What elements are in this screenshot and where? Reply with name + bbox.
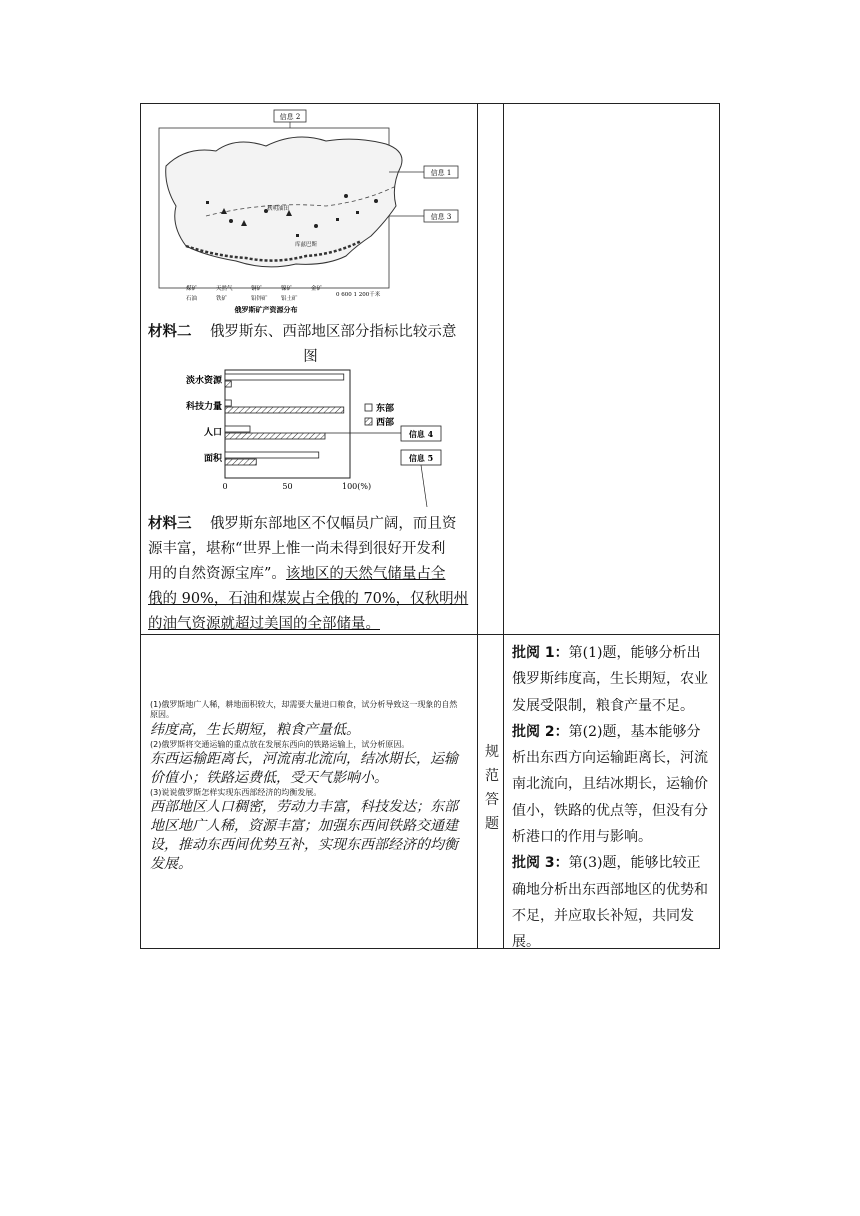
info4-label: 信息 4 xyxy=(408,429,434,439)
svg-text:金矿: 金矿 xyxy=(311,286,323,292)
question-3: (3)说说俄罗斯怎样实现东西部经济的均衡发展。 xyxy=(150,788,322,797)
material2-title-cont: 图 xyxy=(303,349,318,365)
info5-label: 信息 5 xyxy=(408,453,434,463)
review-3: 批阅 3：第(3)题，能够比较正确地分析出东西部地区的优势和不足，并应取长补短，共同发展。 xyxy=(512,855,708,951)
category-label: 人口 xyxy=(203,428,222,438)
map-legend xyxy=(186,284,381,302)
material2-title xyxy=(148,320,473,345)
svg-text:天然气: 天然气 xyxy=(216,286,233,292)
legend-east-swatch xyxy=(365,404,372,411)
bar-east xyxy=(225,400,231,406)
answer-2: 东西运输距离长，河流南北流向，结冰期长，运输价值小；铁路运费低，受天气影响小。 xyxy=(150,751,458,786)
x-tick-label: 100(%) xyxy=(342,482,372,491)
svg-text:铝土矿: 铝土矿 xyxy=(281,296,298,302)
legend-west-swatch xyxy=(365,418,372,425)
material2-title-text: 俄罗斯东、西部地区部分指标比较示意 xyxy=(209,324,457,340)
east-west-comparison-chart xyxy=(165,362,465,512)
x-tick-label: 50 xyxy=(282,482,293,491)
svg-text:铅锌矿: 铅锌矿 xyxy=(251,296,268,302)
bar-east xyxy=(225,426,250,432)
info2-label: 信息 2 xyxy=(279,113,301,121)
bar-east xyxy=(225,452,319,458)
material3-text xyxy=(148,512,476,637)
bar-west xyxy=(225,381,231,387)
info5-leader xyxy=(421,465,427,507)
category-label: 科技力量 xyxy=(185,402,222,412)
svg-text:煤矿: 煤矿 xyxy=(186,286,198,292)
handwritten-answer xyxy=(150,700,460,880)
material3-line: 用的自然资源宝库”。 xyxy=(148,566,286,582)
bar-east xyxy=(225,374,344,380)
material3-line: 俄罗斯东部地区不仅幅员广阔，而且资 xyxy=(209,516,457,532)
map-caption: 俄罗斯矿产资源分布 xyxy=(234,305,298,314)
question-2: (2)俄罗斯将交通运输的重点放在发展东西向的铁路运输上，试分析原因。 xyxy=(150,740,410,749)
svg-text:铜矿: 铜矿 xyxy=(251,286,263,292)
bar-west xyxy=(225,459,256,465)
place-label: 库兹巴斯 xyxy=(294,242,318,248)
russia-mineral-map xyxy=(146,106,471,316)
material2-tag: 材料二 xyxy=(148,324,192,340)
info1-label: 信息 1 xyxy=(430,169,452,177)
answer-1: 纬度高，生长期短，粮食产量低。 xyxy=(150,722,360,738)
bar-west xyxy=(225,407,344,413)
material3-tag: 材料三 xyxy=(148,516,192,532)
svg-text:镍矿: 镍矿 xyxy=(281,286,293,292)
answer-3: 西部地区人口稠密，劳动力丰富，科技发达；东部地区地广人稀，资源丰富；加强东西间铁路交通建设，推动东西间优势互补，实现东西部经济的均衡发展。 xyxy=(150,799,458,872)
label-column: 规 范 答 题 xyxy=(485,744,499,832)
place-label: 秋明油田 xyxy=(266,206,290,212)
category-label: 面积 xyxy=(203,454,222,464)
material3-underlined: 俄的 90%，石油和煤炭占全俄的 70%，仅秋明州 xyxy=(148,591,469,607)
legend-west: 西部 xyxy=(376,418,395,428)
info3-label: 信息 3 xyxy=(430,213,452,221)
review-1: 批阅 1：第(1)题，能够分析出俄罗斯纬度高，生长期短，农业发展受限制，粮食产量不足。 xyxy=(512,645,708,714)
category-label: 淡水资源 xyxy=(185,376,222,386)
material3-underlined: 的油气资源就超过美国的全部储量。 xyxy=(148,616,380,632)
bar-west xyxy=(225,433,325,439)
review-2: 批阅 2：第(2)题，基本能够分析出东西方向运输距离长，河流南北流向，且结冰期长，运输价值小，铁路的优点等，但没有分析港口的作用与影响。 xyxy=(512,723,708,846)
x-tick-label: 0 xyxy=(222,482,228,491)
material3-underlined: 该地区的天然气储量占全 xyxy=(285,566,446,582)
svg-text:石油: 石油 xyxy=(186,296,198,302)
svg-text:铁矿: 铁矿 xyxy=(216,296,228,302)
svg-text:0 600 1 200千米: 0 600 1 200千米 xyxy=(336,292,381,298)
legend-east: 东部 xyxy=(376,404,395,414)
review-comments xyxy=(512,640,714,956)
material3-line: 源丰富，堪称“世界上惟一尚未得到很好开发利 xyxy=(148,541,446,557)
question-1: (1)俄罗斯地广人稀，耕地面积较大，却需要大量进口粮食，试分析导致这一现象的自然原因。 xyxy=(150,700,458,719)
